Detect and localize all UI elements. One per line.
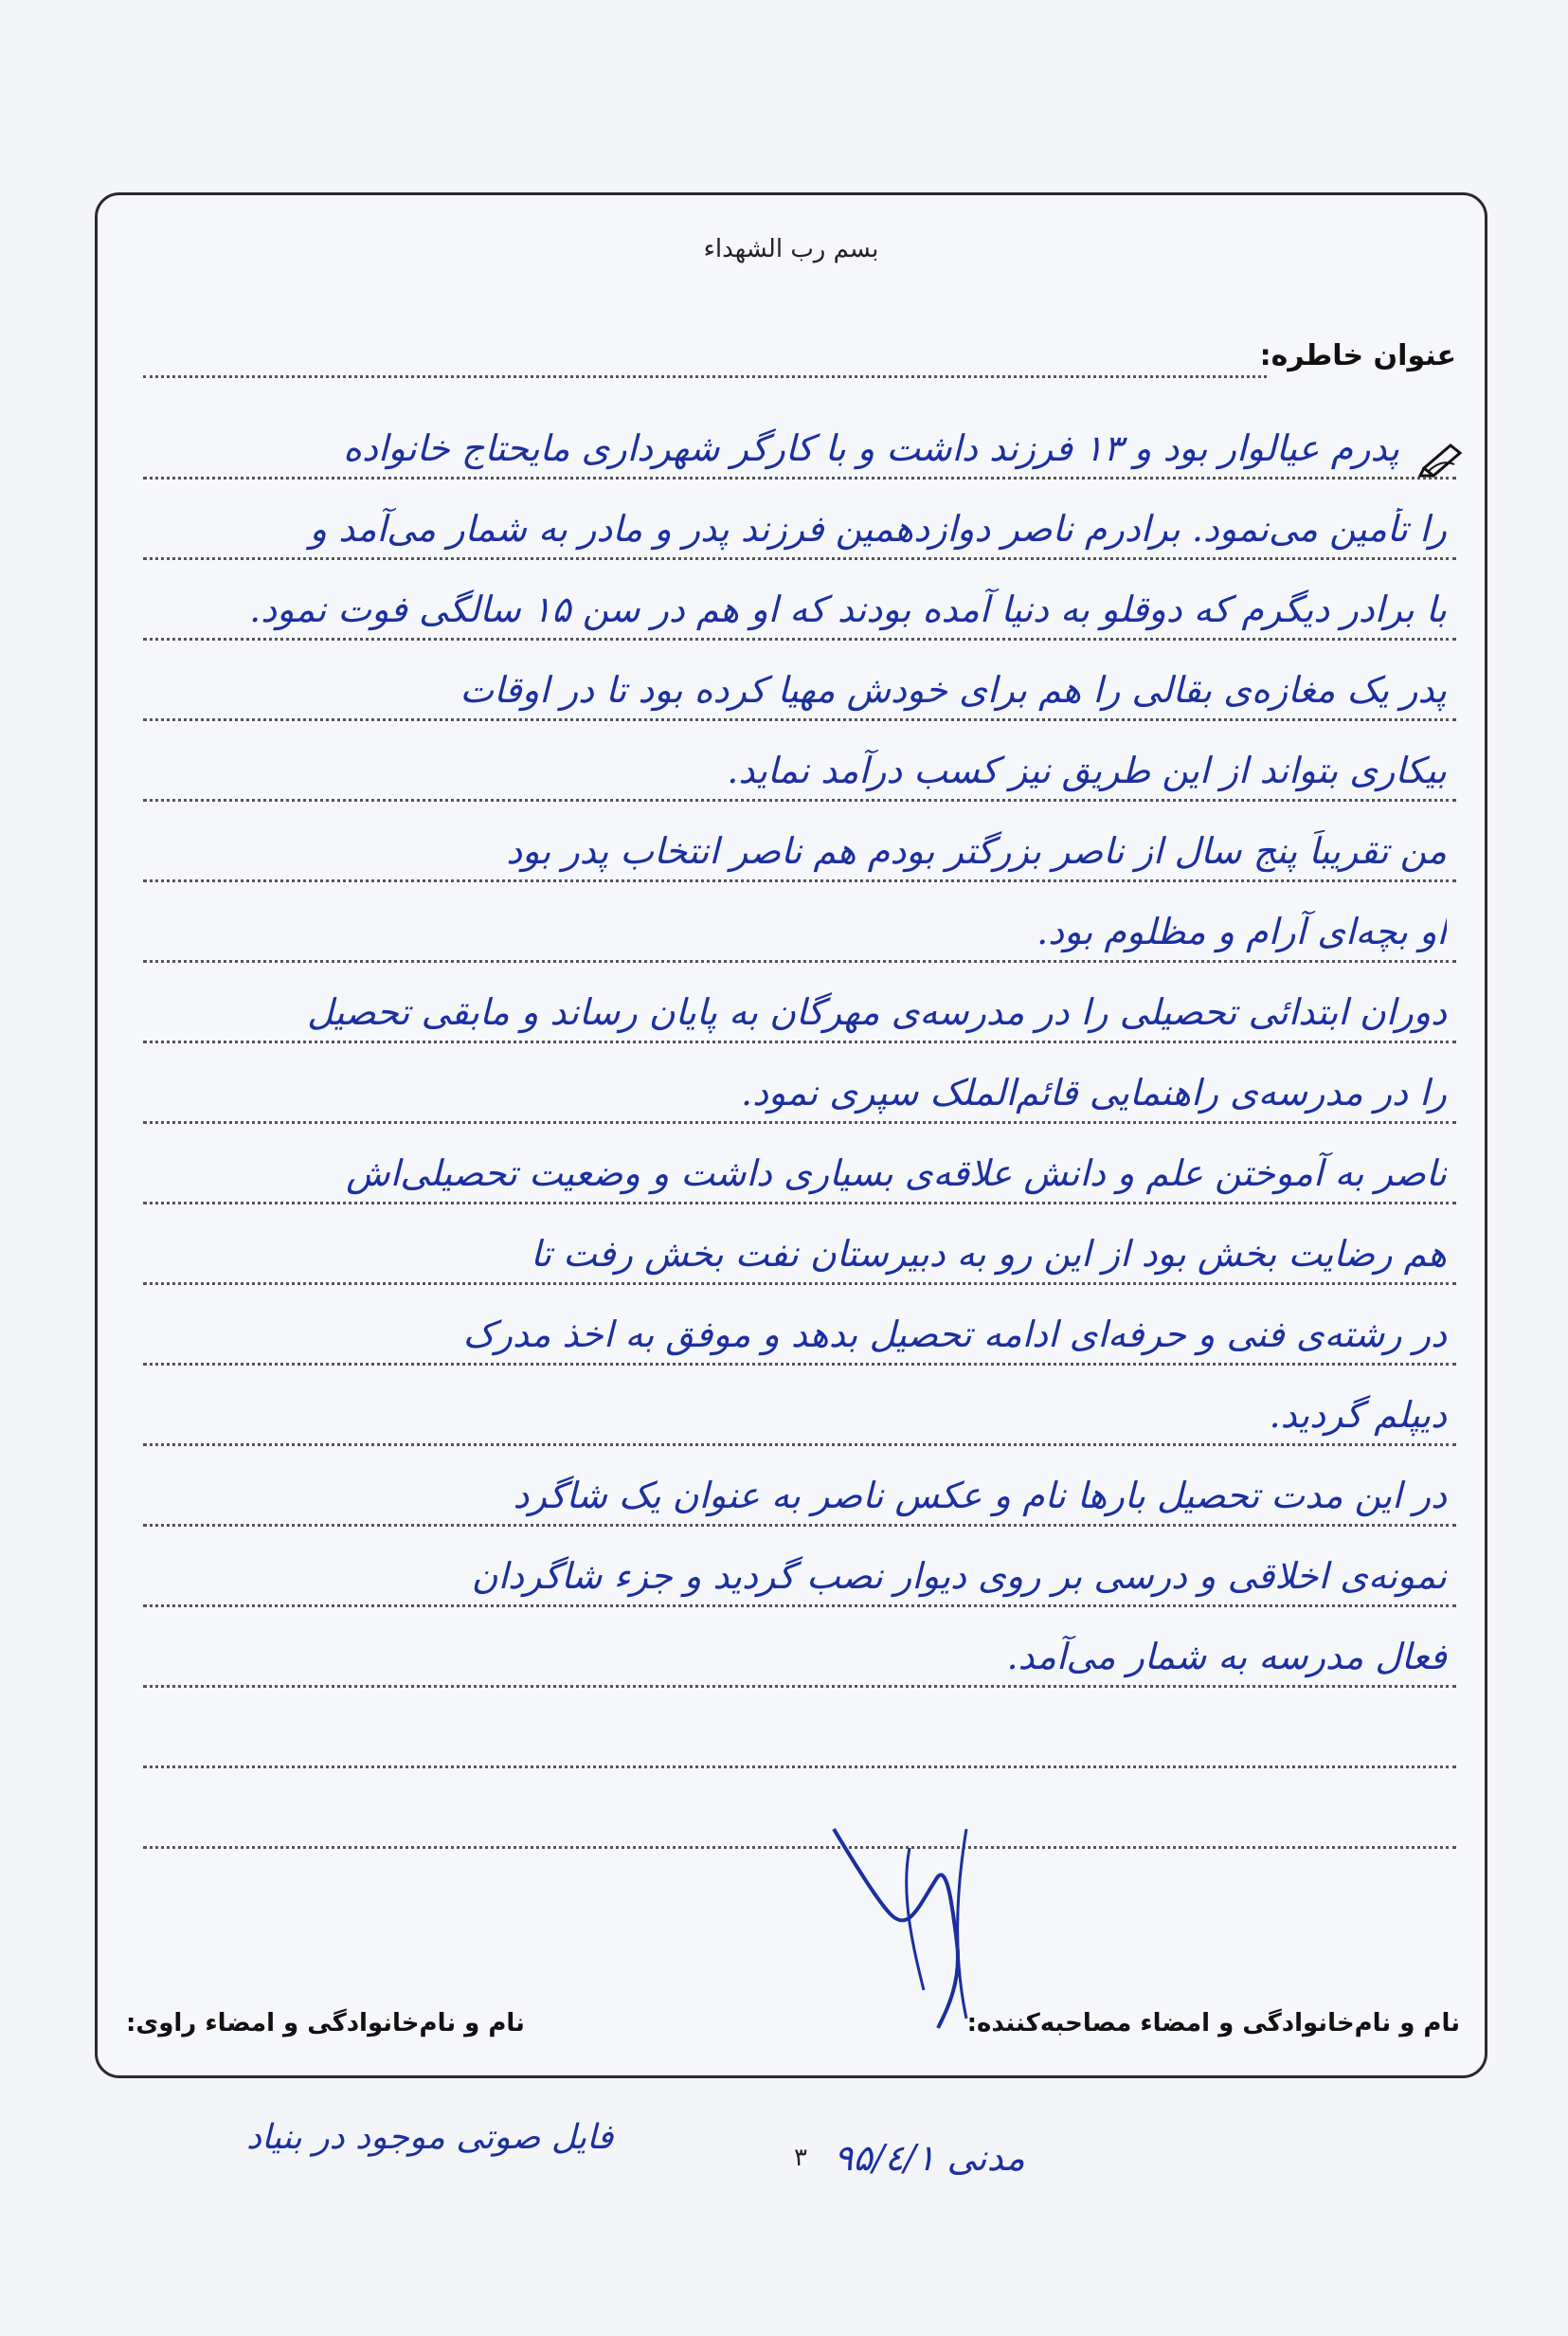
handwritten-line: بیکاری بتواند از این طریق نیز کسب درآمد نماید. <box>727 750 1447 791</box>
handwritten-line: پدرم عیالوار بود و ۱۳ فرزند داشت و با کارگر شهرداری مایحتاج خانواده <box>343 427 1399 469</box>
page-number: ۳ <box>794 2144 807 2172</box>
handwritten-line: دیپلم گردید. <box>1269 1394 1447 1436</box>
handwritten-line: نمونه‌ی اخلاقی و درسی بر روی دیوار نصب گردید و جزء شاگردان <box>471 1555 1447 1597</box>
handwritten-line: ناصر به آموختن علم و دانش علاقه‌ی بسیاری داشت و وضعیت تحصیلی‌اش <box>346 1152 1447 1194</box>
narrator-signature-label: نام و نام‌خانوادگی و امضاء راوی: <box>126 2009 525 2037</box>
handwritten-line: در این مدت تحصیل بارها نام و عکس ناصر به عنوان یک شاگرد <box>513 1475 1447 1516</box>
handwritten-line: هم رضایت بخش بود از این رو به دبیرستان نفت بخش رفت تا <box>530 1233 1447 1275</box>
handwritten-signature <box>720 1791 1118 2037</box>
handwritten-line: فعال مدرسه به شمار می‌آمد. <box>1006 1636 1447 1677</box>
handwritten-line: با برادر دیگرم که دوقلو به دنیا آمده بودند که او هم در سن ۱۵ سالگی فوت نمود. <box>249 589 1447 630</box>
handwritten-line: دوران ابتدائی تحصیلی را در مدرسه‌ی مهرگان به پایان رساند و مابقی تحصیل <box>307 991 1447 1033</box>
handwritten-line: پدر یک مغازه‌ی بقالی را هم برای خودش مهیا کرده بود تا در اوقات <box>460 669 1447 711</box>
bottom-date-note: مدنی ۹۵/٤/۱ <box>834 2137 1025 2179</box>
interviewer-signature-label: نام و نام‌خانوادگی و امضاء مصاحبه‌کننده: <box>966 2009 1460 2037</box>
pen-icon <box>1418 440 1468 478</box>
handwritten-line: در رشته‌ی فنی و حرفه‌ای ادامه تحصیل بدهد و موفق به اخذ مدرک <box>462 1313 1447 1355</box>
header-title: بسم رب الشهداء <box>703 235 879 263</box>
memory-title-label: عنوان خاطره: <box>1259 339 1456 372</box>
handwritten-line: را در مدرسه‌ی راهنمایی قائم‌الملک سپری نمود. <box>741 1072 1447 1114</box>
handwritten-line: او بچه‌ای آرام و مظلوم بود. <box>1036 911 1447 952</box>
handwritten-line: من تقریباً پنج سال از ناصر بزرگتر بودم هم ناصر انتخاب پدر بود <box>506 830 1447 872</box>
title-dotted-line <box>143 375 1267 378</box>
dotted-ruling-line <box>143 1766 1456 1768</box>
bottom-audio-file-note: فایل صوتی موجود در بنیاد <box>246 2118 614 2157</box>
handwritten-line: را تأمین می‌نمود. برادرم ناصر دوازدهمین فرزند پدر و مادر به شمار می‌آمد و <box>309 508 1447 550</box>
